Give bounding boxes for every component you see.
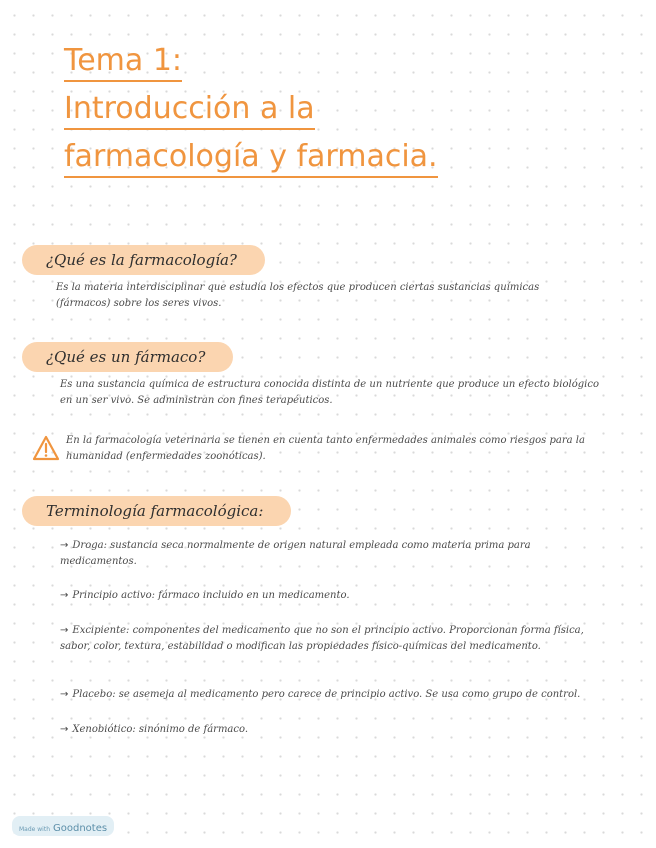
drug-definition: Es una sustancia química de estructura conocida distinta de un nutriente que produce un efecto biológico en un ser vivo. Se administran con fines terapéuticos. bbox=[60, 379, 599, 406]
title-line-3: farmacología y farmacia. bbox=[64, 140, 438, 178]
goodnotes-badge bbox=[12, 816, 114, 836]
arrow-icon: → bbox=[60, 689, 69, 700]
term-droga bbox=[60, 538, 610, 570]
term-xenobiotico bbox=[60, 722, 610, 738]
badge-prefix: Made with bbox=[19, 826, 50, 833]
arrow-icon: → bbox=[60, 590, 69, 601]
term-principio-activo bbox=[60, 588, 610, 604]
warning-note: En la farmacología veterinaria se tienen en cuenta tanto enfermedades animales como riesgos para la humanidad (enfermedades zoonóticas). bbox=[66, 435, 585, 462]
badge-brand: Goodnotes bbox=[53, 823, 108, 834]
pharmacology-definition: Es la materia interdisciplinar que estudia los efectos que producen ciertas sustancias químicas (fármacos) sobre los seres vivos. bbox=[56, 282, 540, 309]
term-text: Excipiente: componentes del medicamento que no son el principio activo. Proporcionan forma física, sabor, color, textura, estabilidad o modifican las propiedades físico-químicas del medicamento. bbox=[60, 625, 584, 652]
warning-triangle-icon bbox=[32, 435, 60, 461]
heading-drug: ¿Qué es un fármaco? bbox=[22, 342, 233, 372]
term-text: Xenobiótico: sinónimo de fármaco. bbox=[72, 724, 249, 735]
term-excipiente bbox=[60, 623, 610, 655]
arrow-icon: → bbox=[60, 540, 69, 551]
title-line-1: Tema 1: bbox=[64, 44, 182, 82]
term-placebo bbox=[60, 687, 610, 703]
term-text: Principio activo: fármaco incluido en un medicamento. bbox=[72, 590, 350, 601]
arrow-icon: → bbox=[60, 724, 69, 735]
heading-pharmacology: ¿Qué es la farmacología? bbox=[22, 245, 265, 275]
heading-terminology: Terminología farmacológica: bbox=[22, 496, 291, 526]
term-text: Placebo: se asemeja al medicamento pero carece de principio activo. Se usa como grupo de control. bbox=[72, 689, 581, 700]
term-text: Droga: sustancia seca normalmente de origen natural empleada como materia prima para medicamentos. bbox=[60, 540, 531, 567]
title-line-2: Introducción a la bbox=[64, 92, 315, 130]
arrow-icon: → bbox=[60, 625, 69, 636]
